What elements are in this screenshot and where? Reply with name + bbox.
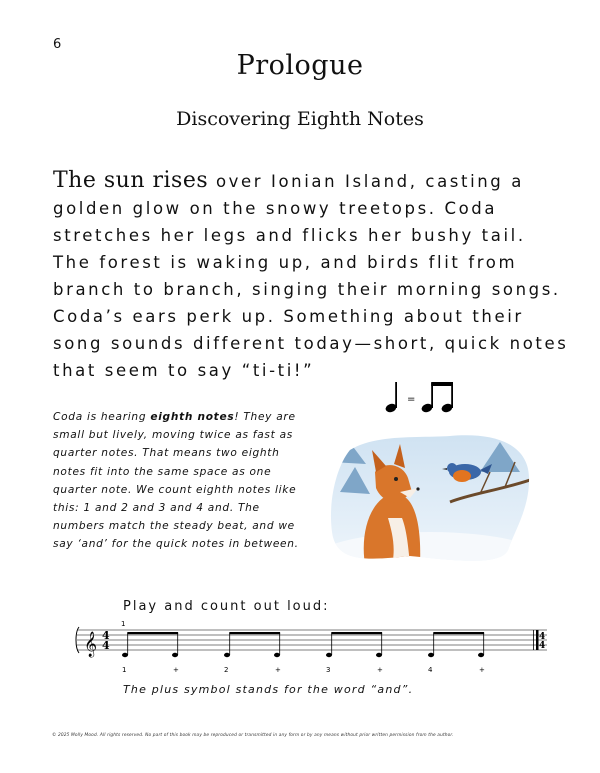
chapter-subtitle: Discovering Eighth Notes bbox=[176, 108, 424, 130]
treble-clef-icon: 𝄞 bbox=[84, 632, 98, 657]
count-label: + bbox=[377, 666, 383, 674]
count-label: 1 bbox=[122, 666, 127, 674]
page-number: 6 bbox=[53, 37, 62, 52]
story-line bbox=[53, 167, 553, 195]
beat-counts bbox=[122, 666, 485, 674]
count-label: 2 bbox=[224, 666, 229, 674]
explanation-text: ! They are small but lively, moving twice as fast as quarter notes. That means two eighth notes fit into the same space as one quarter note. We count eighth notes like this: 1 and 2 and 3 and 4 and. The numbers match the steady beat, and we say ‘and’ for the quick notes in between. bbox=[53, 411, 299, 551]
count-label: + bbox=[275, 666, 281, 674]
svg-text:4: 4 bbox=[539, 632, 546, 642]
equals-sign: = bbox=[407, 394, 416, 405]
story-line: stretches her legs and flicks her bushy tail. bbox=[53, 226, 526, 245]
time-signature-top: 4 bbox=[102, 629, 110, 642]
story-line: that seem to say “ti-ti!” bbox=[53, 361, 315, 380]
count-label: 3 bbox=[326, 666, 331, 674]
story-line: song sounds different today—short, quick notes bbox=[53, 334, 569, 353]
time-signature bbox=[102, 629, 110, 652]
count-label: 4 bbox=[428, 666, 433, 674]
eighth-notes-icon bbox=[420, 382, 453, 414]
svg-text:4: 4 bbox=[539, 641, 546, 651]
copyright-footer: © 2025 Molly Mood. All rights reserved. No part of this book may be reproduced or transmitted in any form or by any means without prior written permission from the author. bbox=[52, 733, 454, 738]
end-time-signature bbox=[539, 632, 545, 651]
eighth-note-pair bbox=[428, 632, 484, 657]
explanation-term: eighth notes bbox=[150, 411, 235, 423]
story-line: The forest is waking up, and birds flit from bbox=[53, 253, 518, 272]
story-line: golden glow on the snowy treetops. Coda bbox=[53, 199, 498, 218]
eighth-note-pair bbox=[224, 632, 280, 657]
story-line: branch to branch, singing their morning songs. bbox=[53, 280, 561, 299]
fox-bird-illustration bbox=[330, 432, 530, 565]
eighth-note-pair bbox=[122, 632, 178, 657]
count-label: + bbox=[479, 666, 485, 674]
story-lead: The sun rises bbox=[53, 168, 209, 193]
chapter-title: Prologue bbox=[236, 50, 364, 81]
eighth-note-explanation bbox=[53, 408, 311, 554]
plus-symbol-note: The plus symbol stands for the word “and”. bbox=[123, 683, 414, 696]
note-equation bbox=[383, 378, 463, 418]
time-signature-bottom: 4 bbox=[102, 639, 110, 652]
count-label: + bbox=[173, 666, 179, 674]
quarter-note-icon bbox=[384, 382, 397, 414]
exercise-instruction: Play and count out loud: bbox=[123, 599, 330, 614]
measure-number: 1 bbox=[121, 620, 126, 628]
explanation-intro: Coda is hearing bbox=[53, 411, 151, 423]
eighth-note-pair bbox=[326, 632, 382, 657]
rhythm-staff bbox=[75, 617, 550, 677]
story-line: Coda’s ears perk up. Something about their bbox=[53, 307, 524, 326]
eighth-note-pairs bbox=[122, 632, 484, 657]
story-paragraph bbox=[53, 167, 569, 384]
story-text: over Ionian Island, casting a bbox=[208, 172, 524, 191]
